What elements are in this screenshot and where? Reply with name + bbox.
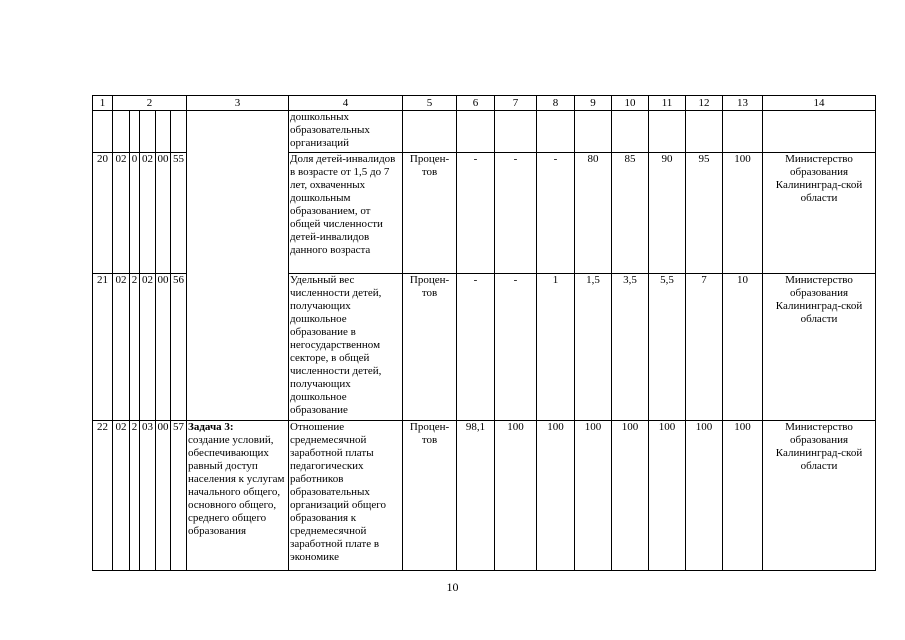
header-cell: 2 xyxy=(113,96,187,111)
header-cell: 4 xyxy=(289,96,403,111)
table-row xyxy=(93,421,876,571)
value-cell: 100 xyxy=(537,421,575,571)
task-cell xyxy=(187,421,289,571)
value-cell: 98,1 xyxy=(457,421,495,571)
task-text: создание условий, обеспечивающих равный доступ населения к услугам начального общего, основного общего, среднего общего образования xyxy=(188,434,285,537)
code-cell: 2 xyxy=(130,274,140,421)
value-cell: 80 xyxy=(575,153,612,274)
code-cell: 00 xyxy=(156,153,171,274)
row-number: 22 xyxy=(93,421,113,571)
value-cell: 7 xyxy=(686,274,723,421)
row-number: 20 xyxy=(93,153,113,274)
header-row xyxy=(93,96,876,111)
task-title: Задача 3: xyxy=(188,421,234,433)
value-cell: - xyxy=(457,274,495,421)
indicator-text: Удельный вес численности детей, получающих дошкольное образование в негосударственном секторе, в общей численности детей, получающих дошкольное образование xyxy=(289,274,403,421)
value-cell: 100 xyxy=(649,421,686,571)
code-cell: 0 xyxy=(130,153,140,274)
code-cell: 02 xyxy=(140,153,156,274)
indicators-table xyxy=(92,95,876,571)
code-cell: 55 xyxy=(171,153,187,274)
code-cell: 57 xyxy=(171,421,187,571)
unit-cell: Процен-тов xyxy=(403,421,457,571)
value-cell: 100 xyxy=(723,421,763,571)
value-cell: - xyxy=(495,274,537,421)
header-cell: 9 xyxy=(575,96,612,111)
value-cell: 90 xyxy=(649,153,686,274)
header-cell: 8 xyxy=(537,96,575,111)
header-cell: 11 xyxy=(649,96,686,111)
header-cell: 5 xyxy=(403,96,457,111)
header-cell: 6 xyxy=(457,96,495,111)
task-cell-empty xyxy=(187,111,289,421)
value-cell: 10 xyxy=(723,274,763,421)
value-cell: 95 xyxy=(686,153,723,274)
row-number: 21 xyxy=(93,274,113,421)
continuation-row xyxy=(93,111,876,153)
value-cell: - xyxy=(457,153,495,274)
code-cell: 2 xyxy=(130,421,140,571)
code-cell: 03 xyxy=(140,421,156,571)
page-number: 10 xyxy=(446,580,459,594)
code-cell: 02 xyxy=(140,274,156,421)
indicator-text: Отношение среднемесячной заработной платы педагогических работников образовательных организаций общего образования к среднемесячной заработной плате в экономике xyxy=(289,421,403,571)
value-cell: 85 xyxy=(612,153,649,274)
code-cell: 00 xyxy=(156,274,171,421)
responsible-cell: Министерство образования Калининград-ской области xyxy=(763,274,876,421)
header-cell: 13 xyxy=(723,96,763,111)
header-cell: 3 xyxy=(187,96,289,111)
unit-cell: Процен-тов xyxy=(403,274,457,421)
code-cell: 02 xyxy=(113,274,130,421)
value-cell: - xyxy=(537,153,575,274)
value-cell: 100 xyxy=(723,153,763,274)
value-cell: 5,5 xyxy=(649,274,686,421)
responsible-cell: Министерство образования Калининград-ской области xyxy=(763,153,876,274)
unit-cell: Процен-тов xyxy=(403,153,457,274)
value-cell: 100 xyxy=(495,421,537,571)
value-cell: 1 xyxy=(537,274,575,421)
code-cell: 02 xyxy=(113,421,130,571)
value-cell: - xyxy=(495,153,537,274)
responsible-cell: Министерство образования Калининград-ской области xyxy=(763,421,876,571)
code-cell: 56 xyxy=(171,274,187,421)
indicator-text: Доля детей-инвалидов в возрасте от 1,5 до 7 лет, охваченных дошкольным образованием, от общей численности детей-инвалидов данного возраста xyxy=(289,153,403,274)
indicator-text: дошкольных образовательных организаций xyxy=(289,111,403,153)
code-cell: 02 xyxy=(113,153,130,274)
value-cell: 3,5 xyxy=(612,274,649,421)
header-cell: 1 xyxy=(93,96,113,111)
value-cell: 100 xyxy=(612,421,649,571)
value-cell: 100 xyxy=(686,421,723,571)
header-cell: 12 xyxy=(686,96,723,111)
code-cell: 00 xyxy=(156,421,171,571)
value-cell: 100 xyxy=(575,421,612,571)
value-cell: 1,5 xyxy=(575,274,612,421)
header-cell: 14 xyxy=(763,96,876,111)
header-cell: 7 xyxy=(495,96,537,111)
header-cell: 10 xyxy=(612,96,649,111)
